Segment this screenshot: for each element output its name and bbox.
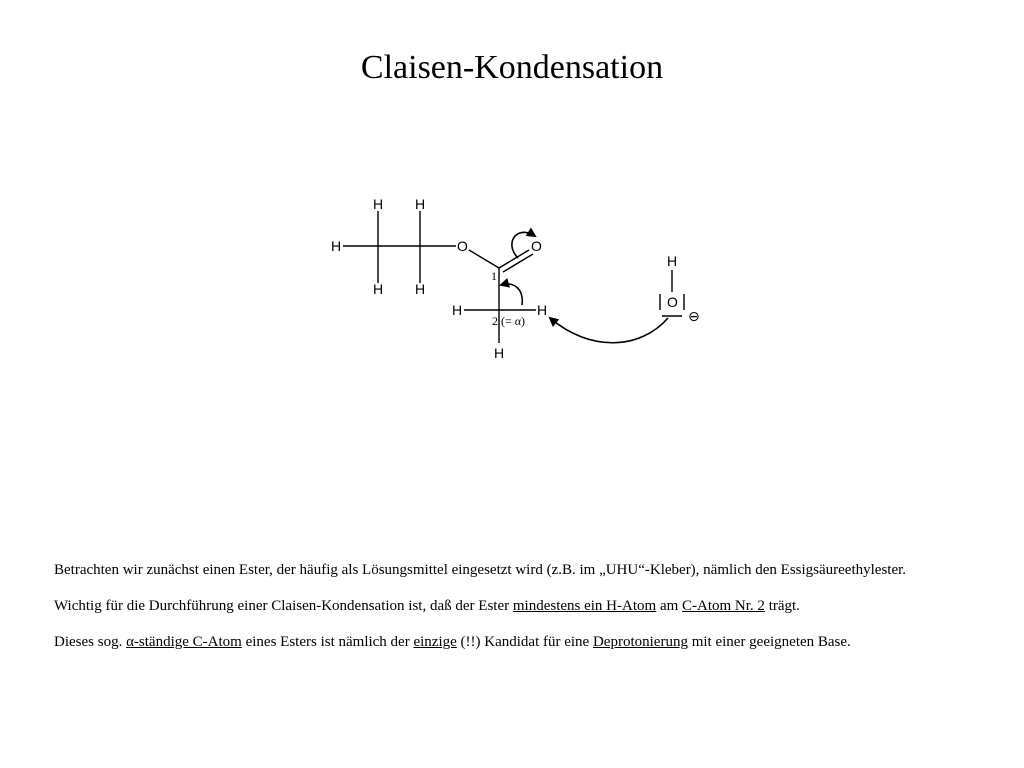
p2-text-b: am [656,598,683,614]
p2-underline-h-atom: mindestens ein H-Atom [512,598,657,614]
arrow-ch-bond-to-c1 [501,284,522,305]
slide-title: Claisen-Kondensation [360,49,664,86]
p2-text-c: trägt. [764,598,800,614]
arrow-hydroxide-to-h [550,318,668,343]
atom-h-bottom-1: H [373,281,384,297]
atom-h-alpha-right: H [537,302,548,318]
atom-h-alpha-left: H [452,302,463,318]
atom-h-left: H [331,238,342,254]
atom-o-ester: O [457,238,468,254]
p2-underline-c-atom: C-Atom Nr. 2 [682,598,765,614]
p3-text-d: mit einer geeigneten Base. [687,634,851,650]
bond-o-carbonyl-carbon [469,250,499,268]
explanation-text [54,560,984,668]
p2-text-a: Wichtig für die Durchführung einer Claisen-Kondensation ist, daß der Ester [54,598,513,614]
atom-o-carbonyl: O [531,238,542,254]
atom-h-bottom-2: H [415,281,426,297]
paragraph-2 [54,596,984,616]
negative-charge-symbol: ⊖ [688,308,700,324]
paragraph-1: Betrachten wir zunächst einen Ester, der häufig als Lösungsmittel eingesetzt wird (z.B. im „UHU“-Kleber), nämlich den Essigsäureethylester. [54,562,907,578]
paragraph-3 [54,632,984,652]
p3-text-c: (!!) Kandidat für eine [456,634,593,650]
atom-o-hydroxide: O [667,294,678,310]
atom-h-hydroxide: H [667,253,678,269]
p3-underline-alpha-c: α-ständige C-Atom [126,634,242,650]
p3-text-b: eines Esters ist nämlich der [241,634,414,650]
label-carbon-1: 1 [491,269,497,283]
p3-underline-deprotonierung: Deprotonierung [592,634,688,650]
p3-underline-einzige: einzige [413,634,457,650]
atom-h-top-1: H [373,196,384,212]
label-carbon-2-alpha: 2 (= α) [492,314,526,328]
atom-h-top-2: H [415,196,426,212]
p3-text-a: Dieses sog. [54,634,127,650]
atom-h-alpha-bottom: H [494,345,505,361]
